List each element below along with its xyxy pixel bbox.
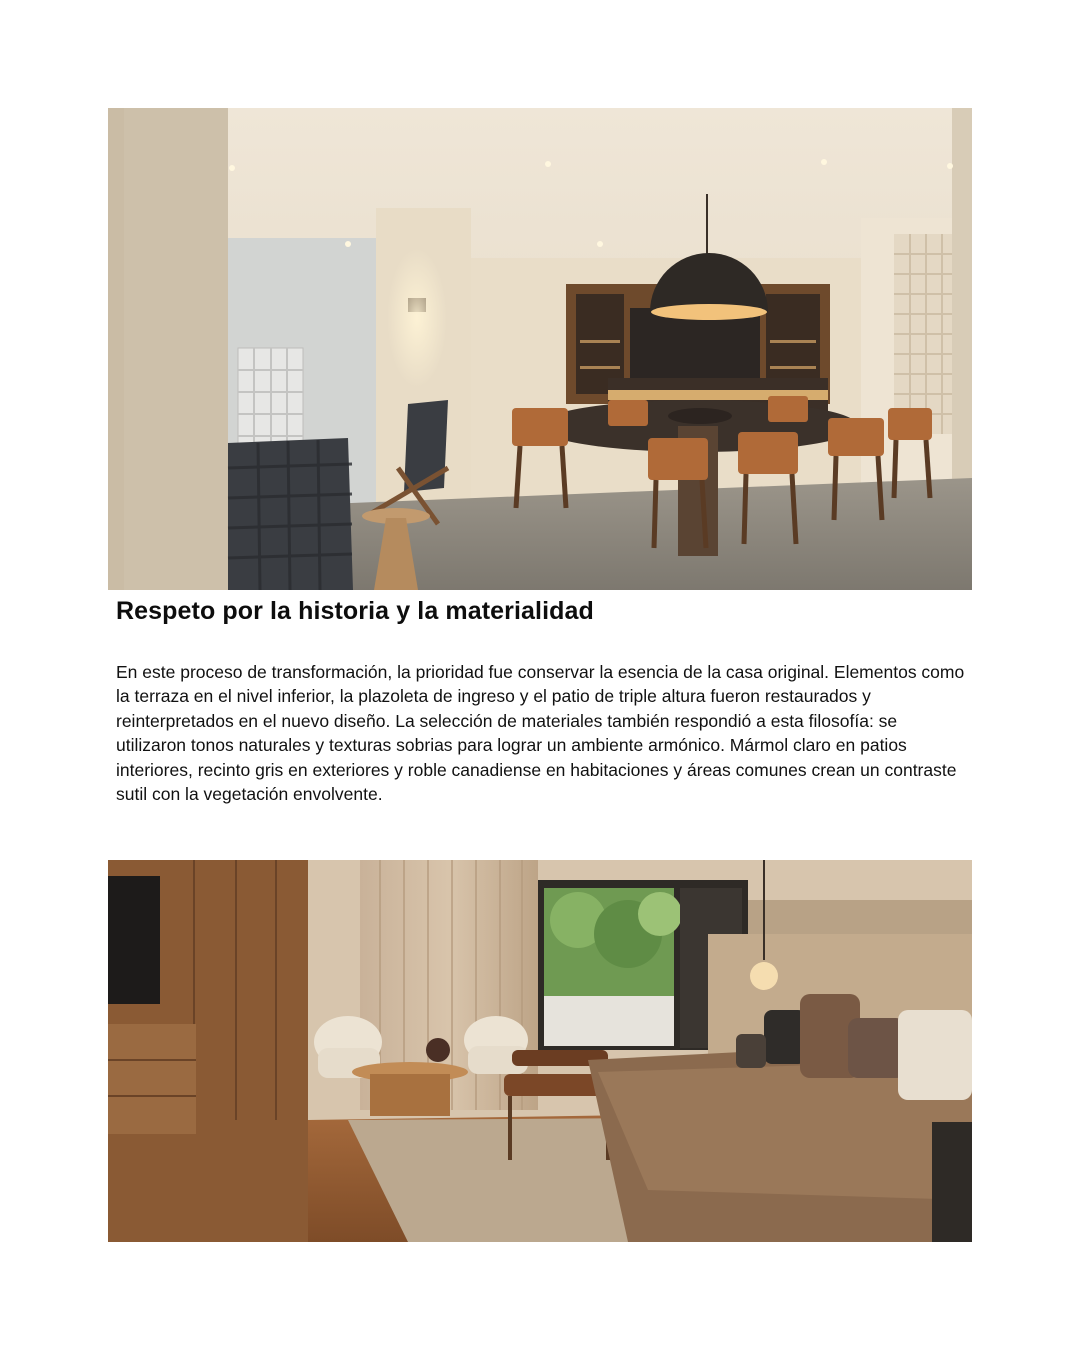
bedroom-illustration [108, 860, 972, 1242]
bedroom-photo [108, 860, 972, 1242]
section-body-text: En este proceso de transformación, la prioridad fue conservar la esencia de la casa original. Elementos como la terraza en el nivel inferior, la plazoleta de ingreso y el patio de triple altura fueron restaurados y reinterpretados en el nuevo diseño. La selección de materiales también respondió a esta filosofía: se utilizaron tonos naturales y texturas sobrias para lograr un ambiente armónico. Mármol claro en patios interiores, recinto gris en exteriores y roble canadiense en habitaciones y áreas comunes crean un contraste sutil con la vegetación envolvente. [116, 662, 965, 805]
dining-room-illustration [108, 108, 972, 590]
section-heading: Respeto por la historia y la materialidad [116, 597, 594, 625]
dining-room-photo [108, 108, 972, 590]
